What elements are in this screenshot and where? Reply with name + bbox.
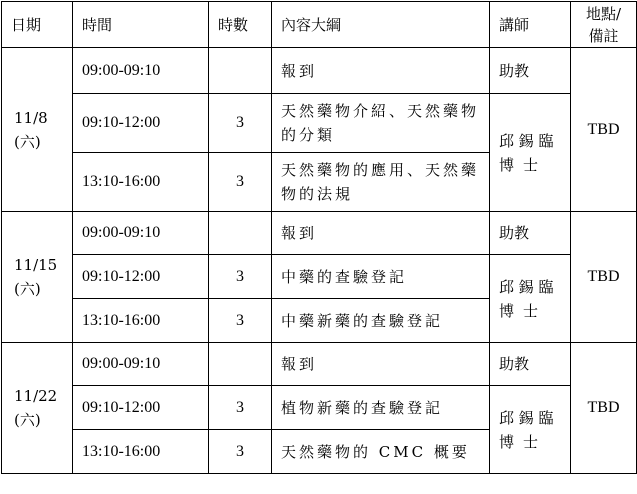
- time-cell: 13:10-16:00: [73, 430, 209, 474]
- header-row: [2, 2, 637, 48]
- content-cell: [272, 386, 490, 430]
- time-cell: 13:10-16:00: [73, 153, 209, 212]
- lecturer-name: 邱 錫 臨: [499, 408, 554, 427]
- location-cell: TBD: [571, 212, 637, 343]
- hours-cell: 3: [209, 430, 272, 474]
- lecturer-cell: 助教: [490, 48, 571, 94]
- location-cell: TBD: [571, 48, 637, 212]
- hours-cell: 3: [209, 386, 272, 430]
- content-cell: [272, 153, 490, 212]
- time-cell: 13:10-16:00: [73, 299, 209, 343]
- content-cell: [272, 212, 490, 255]
- content-line: 物的法規: [281, 185, 354, 203]
- date-weekday: (六): [14, 411, 41, 429]
- content-line: 報到: [281, 355, 318, 373]
- lecturer-name: 邱 錫 臨: [499, 277, 554, 296]
- header-location-line2: 備註: [588, 26, 619, 45]
- table-row: [2, 48, 637, 94]
- header-time: 時間: [73, 2, 209, 48]
- hours-cell: [209, 212, 272, 255]
- lecturer-title: 博士: [499, 432, 548, 451]
- table-row: [2, 255, 637, 299]
- content-line: 中藥的查驗登記: [281, 267, 408, 286]
- content-line: 天然藥物的應用、天然藥: [281, 161, 480, 179]
- header-location-line1: 地點/: [585, 4, 622, 23]
- time-cell: 09:00-09:10: [73, 212, 209, 255]
- hours-cell: 3: [209, 299, 272, 343]
- lecturer-cell: [490, 94, 571, 212]
- lecturer-cell: 助教: [490, 212, 571, 255]
- lecturer-title: 博士: [499, 155, 548, 174]
- hours-cell: 3: [209, 153, 272, 212]
- location-cell: TBD: [571, 343, 637, 474]
- content-line: 天然藥物的 CMC 概要: [281, 442, 470, 461]
- date-text: 11/15: [14, 256, 58, 274]
- hours-cell: 3: [209, 94, 272, 153]
- session-date: [2, 343, 73, 474]
- date-text: 11/22: [14, 387, 58, 405]
- table-row: [2, 386, 637, 430]
- hours-cell: [209, 343, 272, 386]
- lecturer-title: 博士: [499, 301, 548, 320]
- time-cell: 09:10-12:00: [73, 255, 209, 299]
- lecturer-name: 邱 錫 臨: [499, 131, 554, 150]
- lecturer-cell: 助教: [490, 343, 571, 386]
- content-line: 的分類: [281, 126, 336, 144]
- date-text: 11/8: [14, 108, 48, 127]
- content-cell: [272, 255, 490, 299]
- header-outline: 內容大綱: [272, 2, 490, 48]
- content-line: 中藥新藥的查驗登記: [281, 311, 444, 330]
- content-line: 報到: [281, 61, 318, 80]
- schedule-table: [1, 1, 637, 474]
- lecturer-cell: [490, 255, 571, 343]
- session-date: [2, 212, 73, 343]
- header-date: 日期: [2, 2, 73, 48]
- content-line: 報到: [281, 224, 318, 242]
- time-cell: 09:00-09:10: [73, 343, 209, 386]
- session-date: [2, 48, 73, 212]
- time-cell: 09:10-12:00: [73, 94, 209, 153]
- table-row: [2, 212, 637, 255]
- lecturer-cell: [490, 386, 571, 474]
- hours-cell: [209, 48, 272, 94]
- table-row: [2, 94, 637, 153]
- content-line: 天然藥物介紹、天然藥物: [281, 102, 480, 120]
- header-location: [571, 2, 637, 48]
- hours-cell: 3: [209, 255, 272, 299]
- time-cell: 09:10-12:00: [73, 386, 209, 430]
- time-cell: 09:00-09:10: [73, 48, 209, 94]
- content-line: 植物新藥的查驗登記: [281, 398, 444, 417]
- date-weekday: (六): [14, 132, 41, 151]
- header-lecturer: 講師: [490, 2, 571, 48]
- content-cell: [272, 48, 490, 94]
- header-hours: 時數: [209, 2, 272, 48]
- content-cell: [272, 430, 490, 474]
- content-cell: [272, 299, 490, 343]
- content-cell: [272, 94, 490, 153]
- content-cell: [272, 343, 490, 386]
- table-row: [2, 343, 637, 386]
- date-weekday: (六): [14, 280, 41, 298]
